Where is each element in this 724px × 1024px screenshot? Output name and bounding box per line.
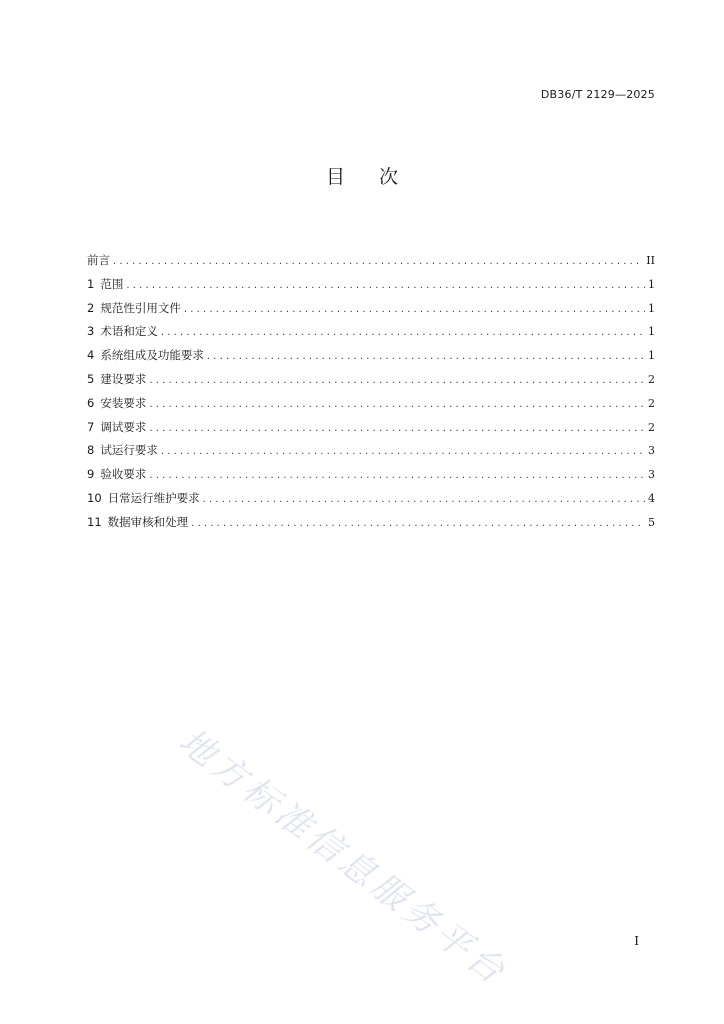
toc-entry-5[interactable] xyxy=(87,371,655,395)
toc-entry-label: 范围 xyxy=(100,276,124,291)
toc-leader xyxy=(149,470,645,481)
toc-entry-2[interactable] xyxy=(87,300,655,324)
toc-entry-page: 3 xyxy=(648,468,655,482)
toc-entry-number: 4 xyxy=(87,348,95,363)
toc-entry-page: 1 xyxy=(648,325,655,339)
doc-code: DB36/T 2129—2025 xyxy=(540,88,655,101)
toc-leader xyxy=(184,304,645,315)
toc-title: 目次 xyxy=(325,166,432,188)
toc-entry-8[interactable] xyxy=(87,442,655,466)
toc-entry-number: 1 xyxy=(87,276,95,291)
toc-entry-page: 1 xyxy=(648,301,655,315)
toc-leader xyxy=(203,494,645,505)
toc-entry-label: 安装要求 xyxy=(100,395,147,410)
toc-entry-page: 3 xyxy=(648,444,655,458)
table-of-contents xyxy=(87,252,655,538)
toc-entry-number: 10 xyxy=(87,490,102,505)
toc-entry-3[interactable] xyxy=(87,323,655,347)
toc-entry-page: 2 xyxy=(648,396,655,410)
toc-entry-4[interactable] xyxy=(87,347,655,371)
toc-entry-label: 前言 xyxy=(87,253,110,267)
toc-entry-page: 1 xyxy=(648,277,655,291)
toc-leader xyxy=(149,423,645,434)
toc-leader xyxy=(161,446,645,457)
toc-entry-label: 数据审核和处理 xyxy=(107,514,189,529)
toc-entry-1[interactable] xyxy=(87,276,655,300)
toc-leader xyxy=(149,399,645,410)
toc-entry-10[interactable] xyxy=(87,490,655,514)
toc-entry-6[interactable] xyxy=(87,395,655,419)
toc-entry-number: 2 xyxy=(87,300,95,315)
toc-entry-number: 3 xyxy=(87,324,95,339)
toc-leader xyxy=(191,518,645,529)
toc-entry-7[interactable] xyxy=(87,419,655,443)
toc-entry-number: 11 xyxy=(87,514,102,529)
toc-entry-label: 调试要求 xyxy=(100,419,147,434)
toc-entry-label: 建设要求 xyxy=(100,371,147,386)
page-number: I xyxy=(634,934,639,948)
watermark: 地方标准信息服务平台 xyxy=(171,721,515,995)
toc-entry-label: 验收要求 xyxy=(100,467,147,482)
toc-entry-label: 日常运行维护要求 xyxy=(107,490,200,505)
toc-leader xyxy=(149,375,645,386)
toc-entry-9[interactable] xyxy=(87,466,655,490)
toc-leader xyxy=(207,351,645,362)
toc-entry-11[interactable] xyxy=(87,514,655,538)
toc-entry-number: 9 xyxy=(87,467,95,482)
toc-entry-page: 1 xyxy=(648,349,655,363)
toc-entry-page: 2 xyxy=(648,372,655,386)
toc-entry-page: 5 xyxy=(648,515,655,529)
toc-entry-number: 5 xyxy=(87,371,95,386)
toc-entry-page: 4 xyxy=(648,491,655,505)
toc-entry-number: 8 xyxy=(87,443,95,458)
toc-leader xyxy=(113,256,643,267)
toc-entry-number: 6 xyxy=(87,395,95,410)
toc-entry-page: 2 xyxy=(648,420,655,434)
toc-entry-number: 7 xyxy=(87,419,95,434)
toc-entry-page: II xyxy=(646,254,655,267)
toc-leader xyxy=(126,280,645,291)
toc-entry-foreword[interactable] xyxy=(87,252,655,276)
toc-entry-label: 术语和定义 xyxy=(100,324,158,339)
toc-leader xyxy=(161,327,645,338)
toc-entry-label: 试运行要求 xyxy=(100,443,158,458)
toc-entry-label: 规范性引用文件 xyxy=(100,300,181,315)
toc-entry-label: 系统组成及功能要求 xyxy=(100,348,204,363)
